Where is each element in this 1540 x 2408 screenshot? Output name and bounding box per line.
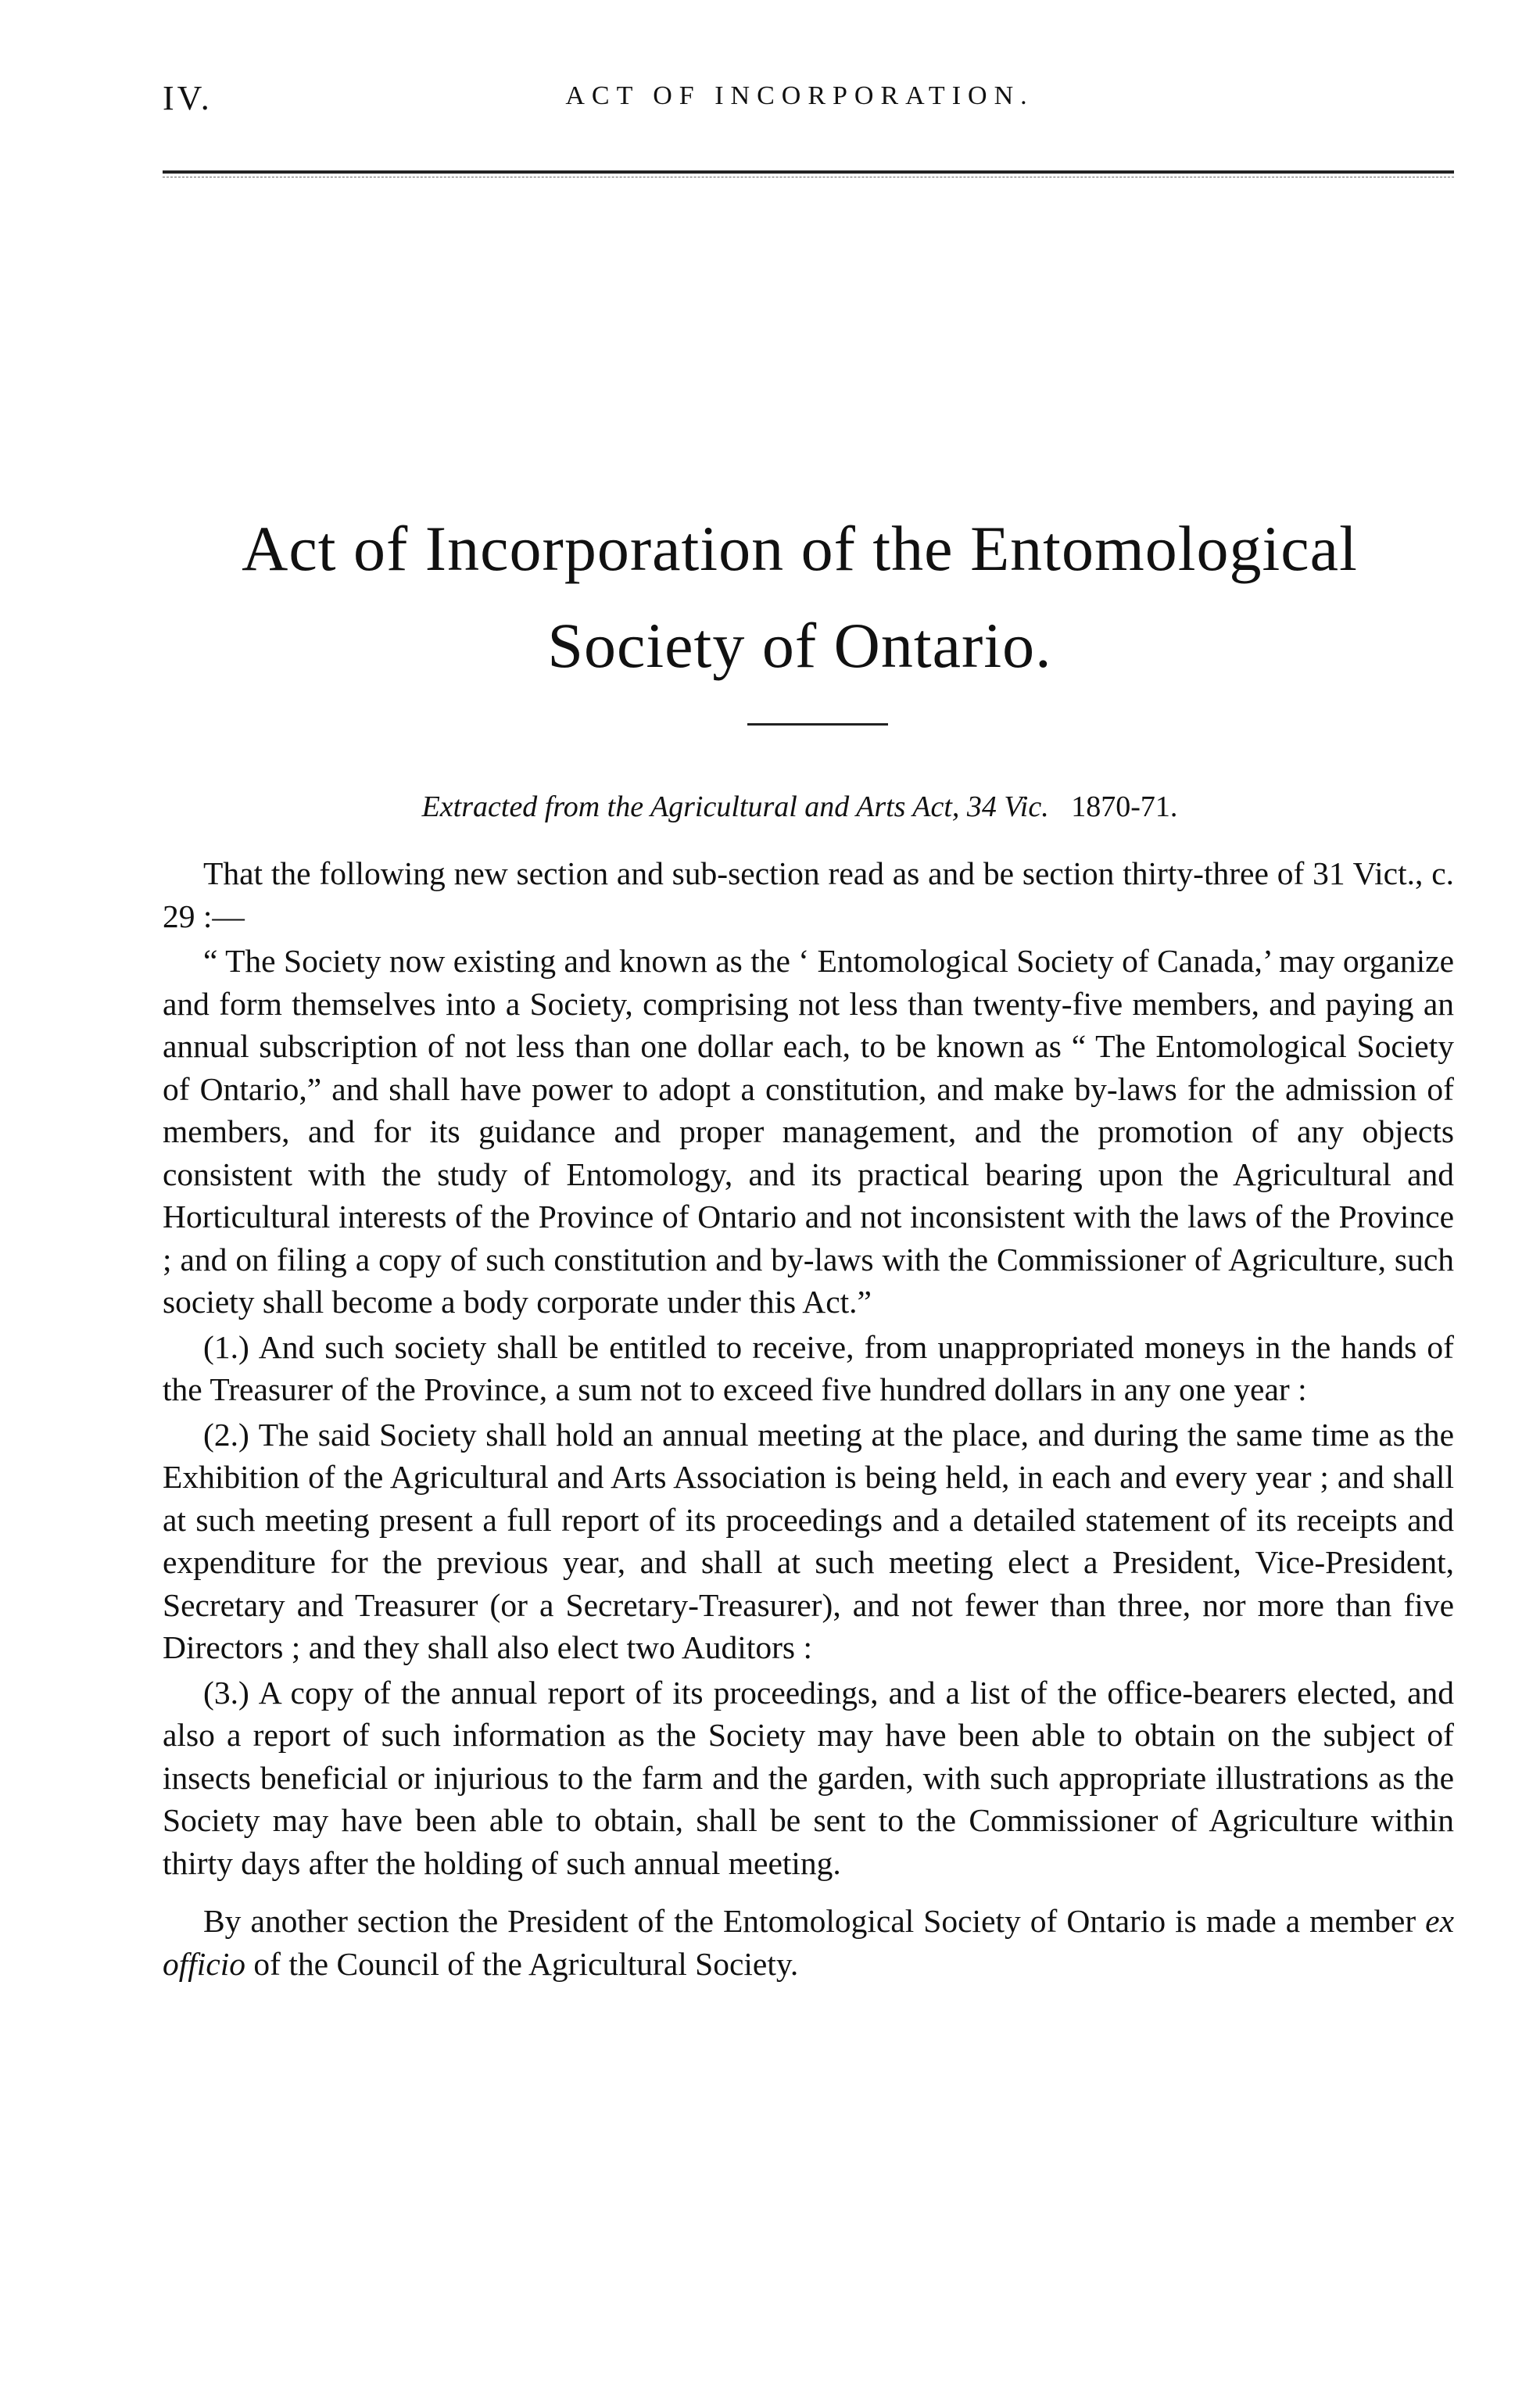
source-note: [163, 790, 1437, 824]
header-rule: [163, 170, 1454, 174]
quoted-section-paragraph: “ The Society now existing and known as the ‘ Entomological Society of Canada,’ may organize and form themselves into a Society, comprising not less than twenty-five members, and paying an annual subscription of not less than one dollar each, to be known as “ The Entomological Society of Ontario,” and shall have power to adopt a constitution, and make by-laws for the admission of members, and for its guidance and proper management, and the promotion of any objects consistent with the study of Entomology, and its practical bearing upon the Agricultural and Horticultural interests of the Province of Ontario and not inconsistent with the laws of the Province ; and on filing a copy of such constitution and by-laws with the Commissioner of Agriculture, such society shall become a body corporate under this Act.”: [163, 943, 1454, 1320]
subsection-3-text: A copy of the annual report of its proceedings, and a list of the office-bearers elected, and also a report of such information as the Society may have been able to obtain on the subject of insects beneficial or injurious to the farm and the garden, with such appropriate illustrations as the Society may have been able to obtain, shall be sent to the Commissioner of Agriculture within thirty days after the holding of such annual meeting.: [163, 1674, 1454, 1881]
subsection-1-number: (1.): [203, 1328, 249, 1365]
title-divider: [747, 723, 888, 726]
subsection-3-number: (3.): [203, 1674, 249, 1711]
closing-text-a: By another section the President of the Entomological Society of Ontario is made a member: [203, 1903, 1416, 1939]
page-number: IV.: [163, 79, 213, 117]
subsection-2: [163, 1414, 1454, 1669]
act-body: [163, 852, 1454, 1987]
document-title: [163, 500, 1437, 694]
subsection-1: [163, 1326, 1454, 1411]
subsection-2-number: (2.): [203, 1416, 249, 1453]
title-line-2: Society of Ontario.: [547, 610, 1052, 681]
subsection-2-text: The said Society shall hold an annual meeting at the place, and during the same time as the Exhibition of the Agricultural and Arts Association is being held, in each and every year ; and shall at such meeting present a full report of its proceedings and a detailed statement of its receipts and expenditure for the previous year, and shall at such meeting elect a President, Vice-President, Secretary and Treasurer (or a Secretary-Treasurer), and not fewer than three, nor more than five Directors ; and they shall also elect two Auditors :: [163, 1416, 1454, 1665]
intro-paragraph: That the following new section and sub-section read as and be section thirty-three of 31 Vict., c. 29 :—: [163, 855, 1454, 934]
ex-officio-term: ex officio: [163, 1903, 1454, 1982]
source-year: 1870-71.: [1071, 790, 1178, 823]
running-title: ACT OF INCORPORATION.: [565, 81, 1034, 110]
subsection-1-text: And such society shall be entitled to receive, from unappropriated moneys in the hands of the Treasurer of the Province, a sum not to exceed five hundred dollars in any one year :: [163, 1328, 1454, 1407]
closing-paragraph: [163, 1900, 1454, 1985]
closing-text-b: of the Council of the Agricultural Society.: [253, 1945, 799, 1982]
running-head: [163, 78, 1437, 125]
source-citation: Extracted from the Agricultural and Arts Act, 34 Vic.: [421, 790, 1049, 823]
subsection-3: [163, 1672, 1454, 1885]
title-line-1: Act of Incorporation of the Entomological: [242, 513, 1358, 584]
